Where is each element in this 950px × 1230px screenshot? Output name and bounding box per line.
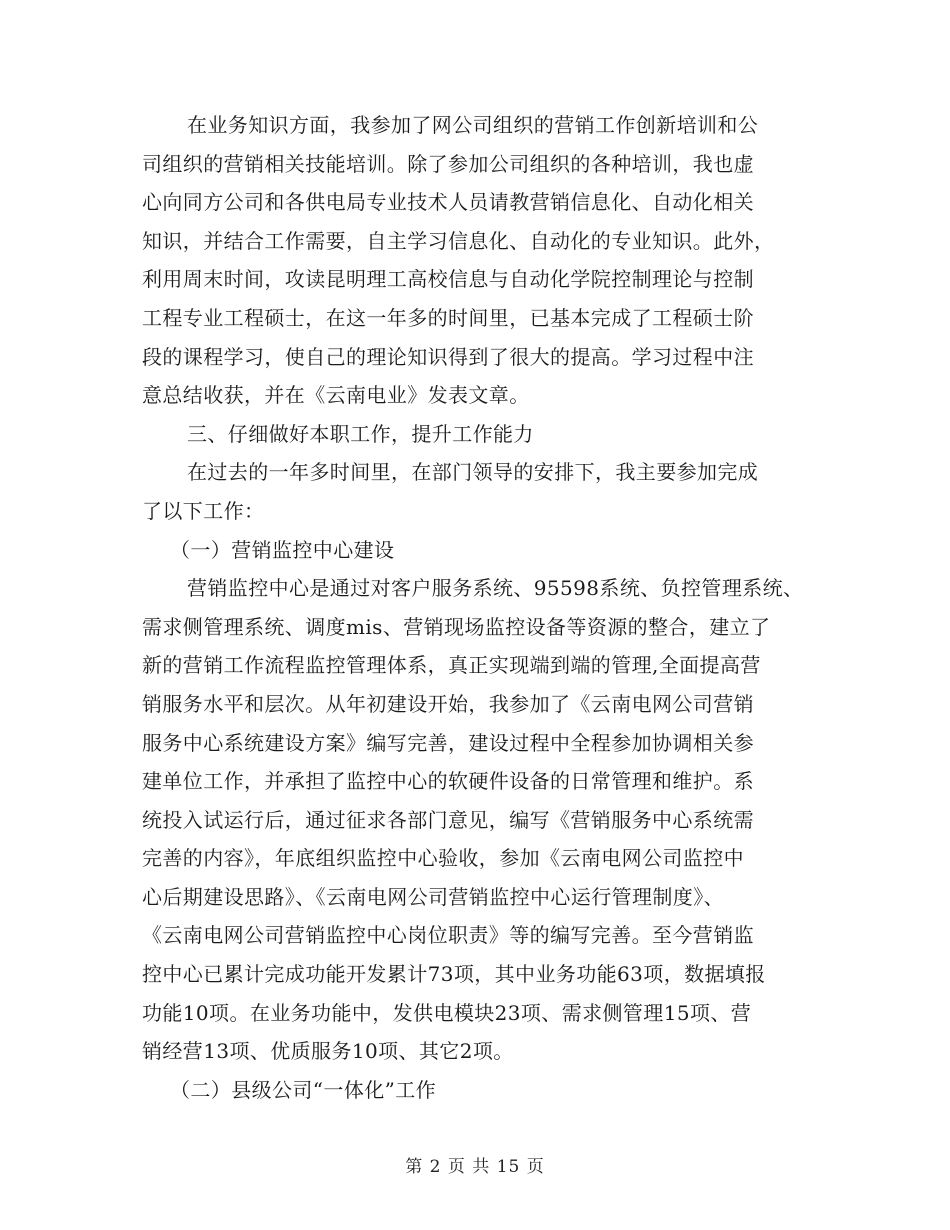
paragraph-line: 销经营13项、优质服务10项、其它2项。 [142, 1039, 514, 1064]
page-footer: 第 2 页 共 15 页 [405, 1157, 545, 1177]
section-heading: 三、仔细做好本职工作，提升工作能力 [187, 421, 534, 446]
paragraph-line: 新的营销工作流程监控管理体系，真正实现端到端的管理,全面提高营 [142, 653, 761, 678]
paragraph-line: 心后期建设思路》、《云南电网公司营销监控中心运行管理制度》、 [142, 884, 724, 909]
paragraph-line: 功能10项。在业务功能中，发供电模块23项、需求侧管理15项、营 [142, 1000, 752, 1025]
paragraph-line: 需求侧管理系统、调度mis、营销现场监控设备等资源的整合，建立了 [142, 614, 771, 639]
paragraph-line: 建单位工作，并承担了监控中心的软硬件设备的日常管理和维护。系 [142, 769, 754, 794]
paragraph-line: 利用周末时间，攻读昆明理工高校信息与自动化学院控制理论与控制 [142, 267, 754, 292]
subsection-heading: （一）营销监控中心建设 [170, 537, 395, 562]
paragraph-line: 统投入试运行后，通过征求各部门意见，编写《营销服务中心系统需 [142, 807, 754, 832]
paragraph-line: 服务中心系统建设方案》编写完善，建设过程中全程参加协调相关参 [142, 730, 754, 755]
document-body [142, 106, 842, 1109]
paragraph-line: 《云南电网公司营销监控中心岗位职责》等的编写完善。至今营销监 [142, 923, 754, 948]
paragraph-line: 知识，并结合工作需要，自主学习信息化、自动化的专业知识。此外， [142, 228, 775, 253]
paragraph-line: 司组织的营销相关技能培训。除了参加公司组织的各种培训，我也虚 [142, 151, 754, 176]
paragraph-line: 在业务知识方面，我参加了网公司组织的营销工作创新培训和公 [187, 113, 759, 137]
paragraph-line: 了以下工作： [142, 498, 265, 523]
paragraph-line: 心向同方公司和各供电局专业技术人员请教营销信息化、自动化相关 [142, 190, 754, 215]
paragraph-line: 意总结收获，并在《云南电业》发表文章。 [142, 383, 530, 408]
paragraph-line: 营销监控中心是通过对客户服务系统、95598系统、负控管理系统、 [187, 576, 804, 601]
subsection-heading: （二）县级公司“一体化”工作 [170, 1077, 437, 1102]
paragraph-line: 在过去的一年多时间里，在部门领导的安排下，我主要参加完成 [187, 460, 759, 485]
paragraph-line: 工程专业工程硕士，在这一年多的时间里，已基本完成了工程硕士阶 [142, 305, 754, 330]
paragraph-line: 销服务水平和层次。从年初建设开始，我参加了《云南电网公司营销 [142, 691, 754, 716]
paragraph-line: 控中心已累计完成功能开发累计73项，其中业务功能63项，数据填报 [142, 962, 766, 987]
paragraph-line: 完善的内容》，年底组织监控中心验收，参加《云南电网公司监控中 [142, 846, 744, 871]
paragraph-line: 段的课程学习，使自己的理论知识得到了很大的提高。学习过程中注 [142, 344, 754, 369]
